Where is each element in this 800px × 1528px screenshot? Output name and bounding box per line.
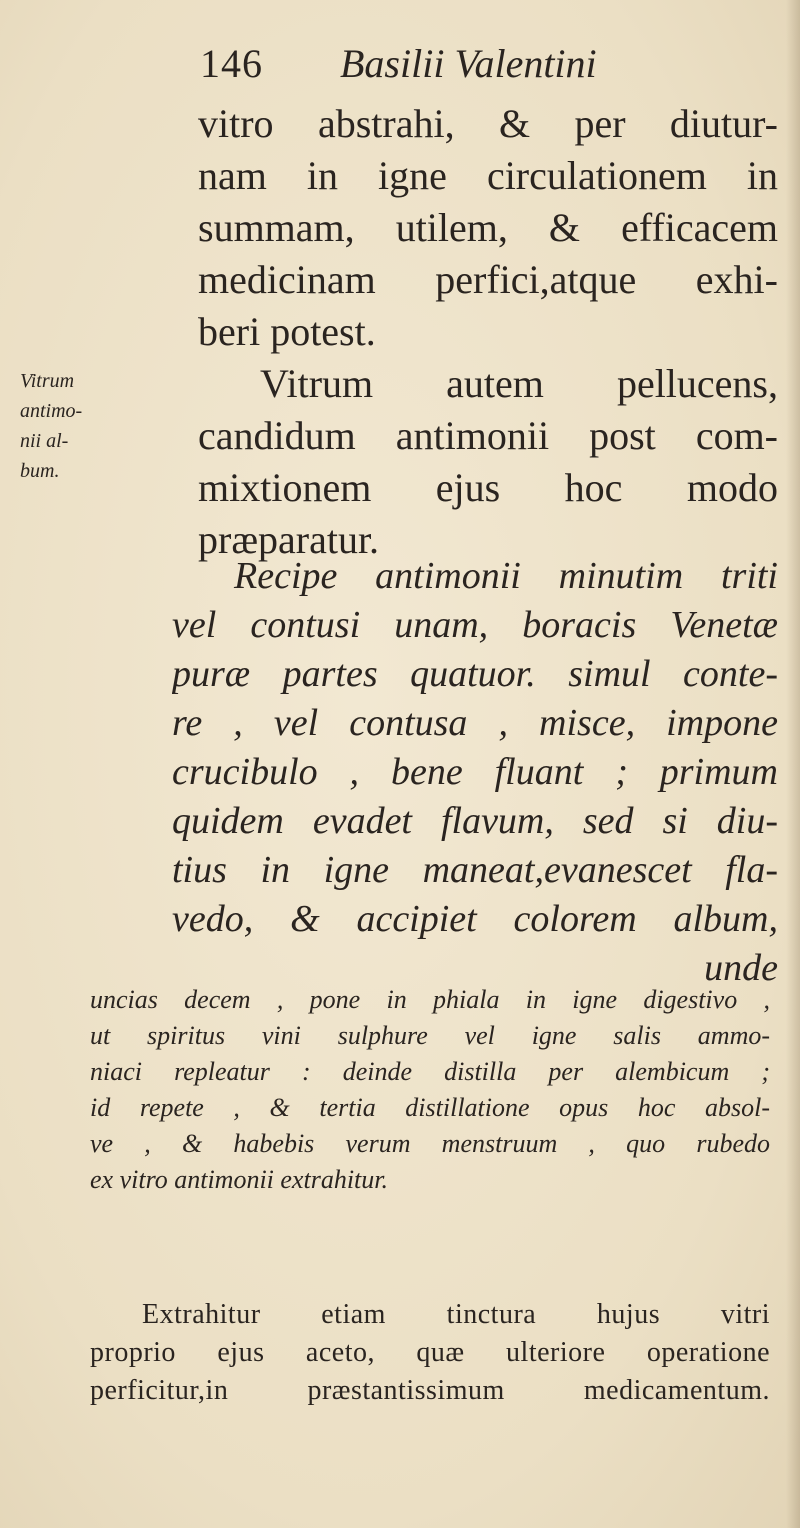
recipe-line: puræ partes quatuor. simul conte-	[172, 653, 778, 695]
note-line: id repete , & tertia distillatione opus hoc absol-	[90, 1093, 770, 1122]
recipe-line: tius in igne maneat,evanescet fla-	[172, 849, 778, 891]
recipe-line: crucibulo , bene fluant ; primum	[172, 751, 778, 793]
running-title: Basilii Valentini	[340, 41, 597, 86]
margin-note-line: Vitrum	[20, 370, 75, 392]
main-text-line: summam, utilem, & efficacem	[198, 205, 778, 250]
recipe-line: vedo, & accipiet colorem album,	[172, 898, 778, 940]
margin-note-line: nii al-	[20, 430, 69, 452]
main-text-line: Vitrum autem pellucens,	[260, 361, 778, 406]
main-text-line: vitro abstrahi, & per diutur-	[198, 101, 778, 146]
page-edge-shadow	[786, 0, 800, 1528]
note-line: ve , & habebis verum menstruum , quo rubedo	[90, 1129, 770, 1158]
note-line: ut spiritus vini sulphure vel igne salis ammo-	[90, 1021, 770, 1050]
note-line: ex vitro antimonii extrahitur.	[90, 1165, 388, 1194]
page-header	[200, 40, 760, 90]
catchword: unde	[704, 947, 778, 989]
main-text-line: mixtionem ejus hoc modo	[198, 465, 778, 510]
recipe-line: re , vel contusa , misce, impone	[172, 702, 778, 744]
tail-line: perficitur,in præstantissimum medicamentum.	[90, 1375, 770, 1406]
margin-note-line: antimo-	[20, 400, 83, 422]
tail-line: Extrahitur etiam tinctura hujus vitri	[142, 1299, 770, 1330]
recipe-line: Recipe antimonii minutim triti	[234, 555, 778, 597]
main-text-block	[198, 98, 778, 566]
main-text-line: candidum antimonii post com-	[198, 413, 778, 458]
main-text-line: medicinam perfici,atque exhi-	[198, 257, 778, 302]
tail-line: proprio ejus aceto, quæ ulteriore operatione	[90, 1337, 770, 1368]
margin-note	[20, 366, 110, 486]
note-block	[90, 982, 770, 1198]
note-line: niaci repleatur : deinde distilla per alembicum ;	[90, 1057, 770, 1086]
main-text-line: nam in igne circulationem in	[198, 153, 778, 198]
recipe-line: quidem evadet flavum, sed si diu-	[172, 800, 778, 842]
margin-note-line: bum.	[20, 460, 60, 482]
main-text-line: beri potest.	[198, 309, 376, 354]
recipe-block	[172, 552, 778, 993]
page-number: 146	[200, 41, 263, 86]
tail-block	[90, 1296, 770, 1410]
main-text-line: præparatur.	[198, 517, 380, 562]
recipe-line: vel contusi unam, boracis Venetæ	[172, 604, 778, 646]
note-line: uncias decem , pone in phiala in igne digestivo ,	[90, 985, 770, 1014]
